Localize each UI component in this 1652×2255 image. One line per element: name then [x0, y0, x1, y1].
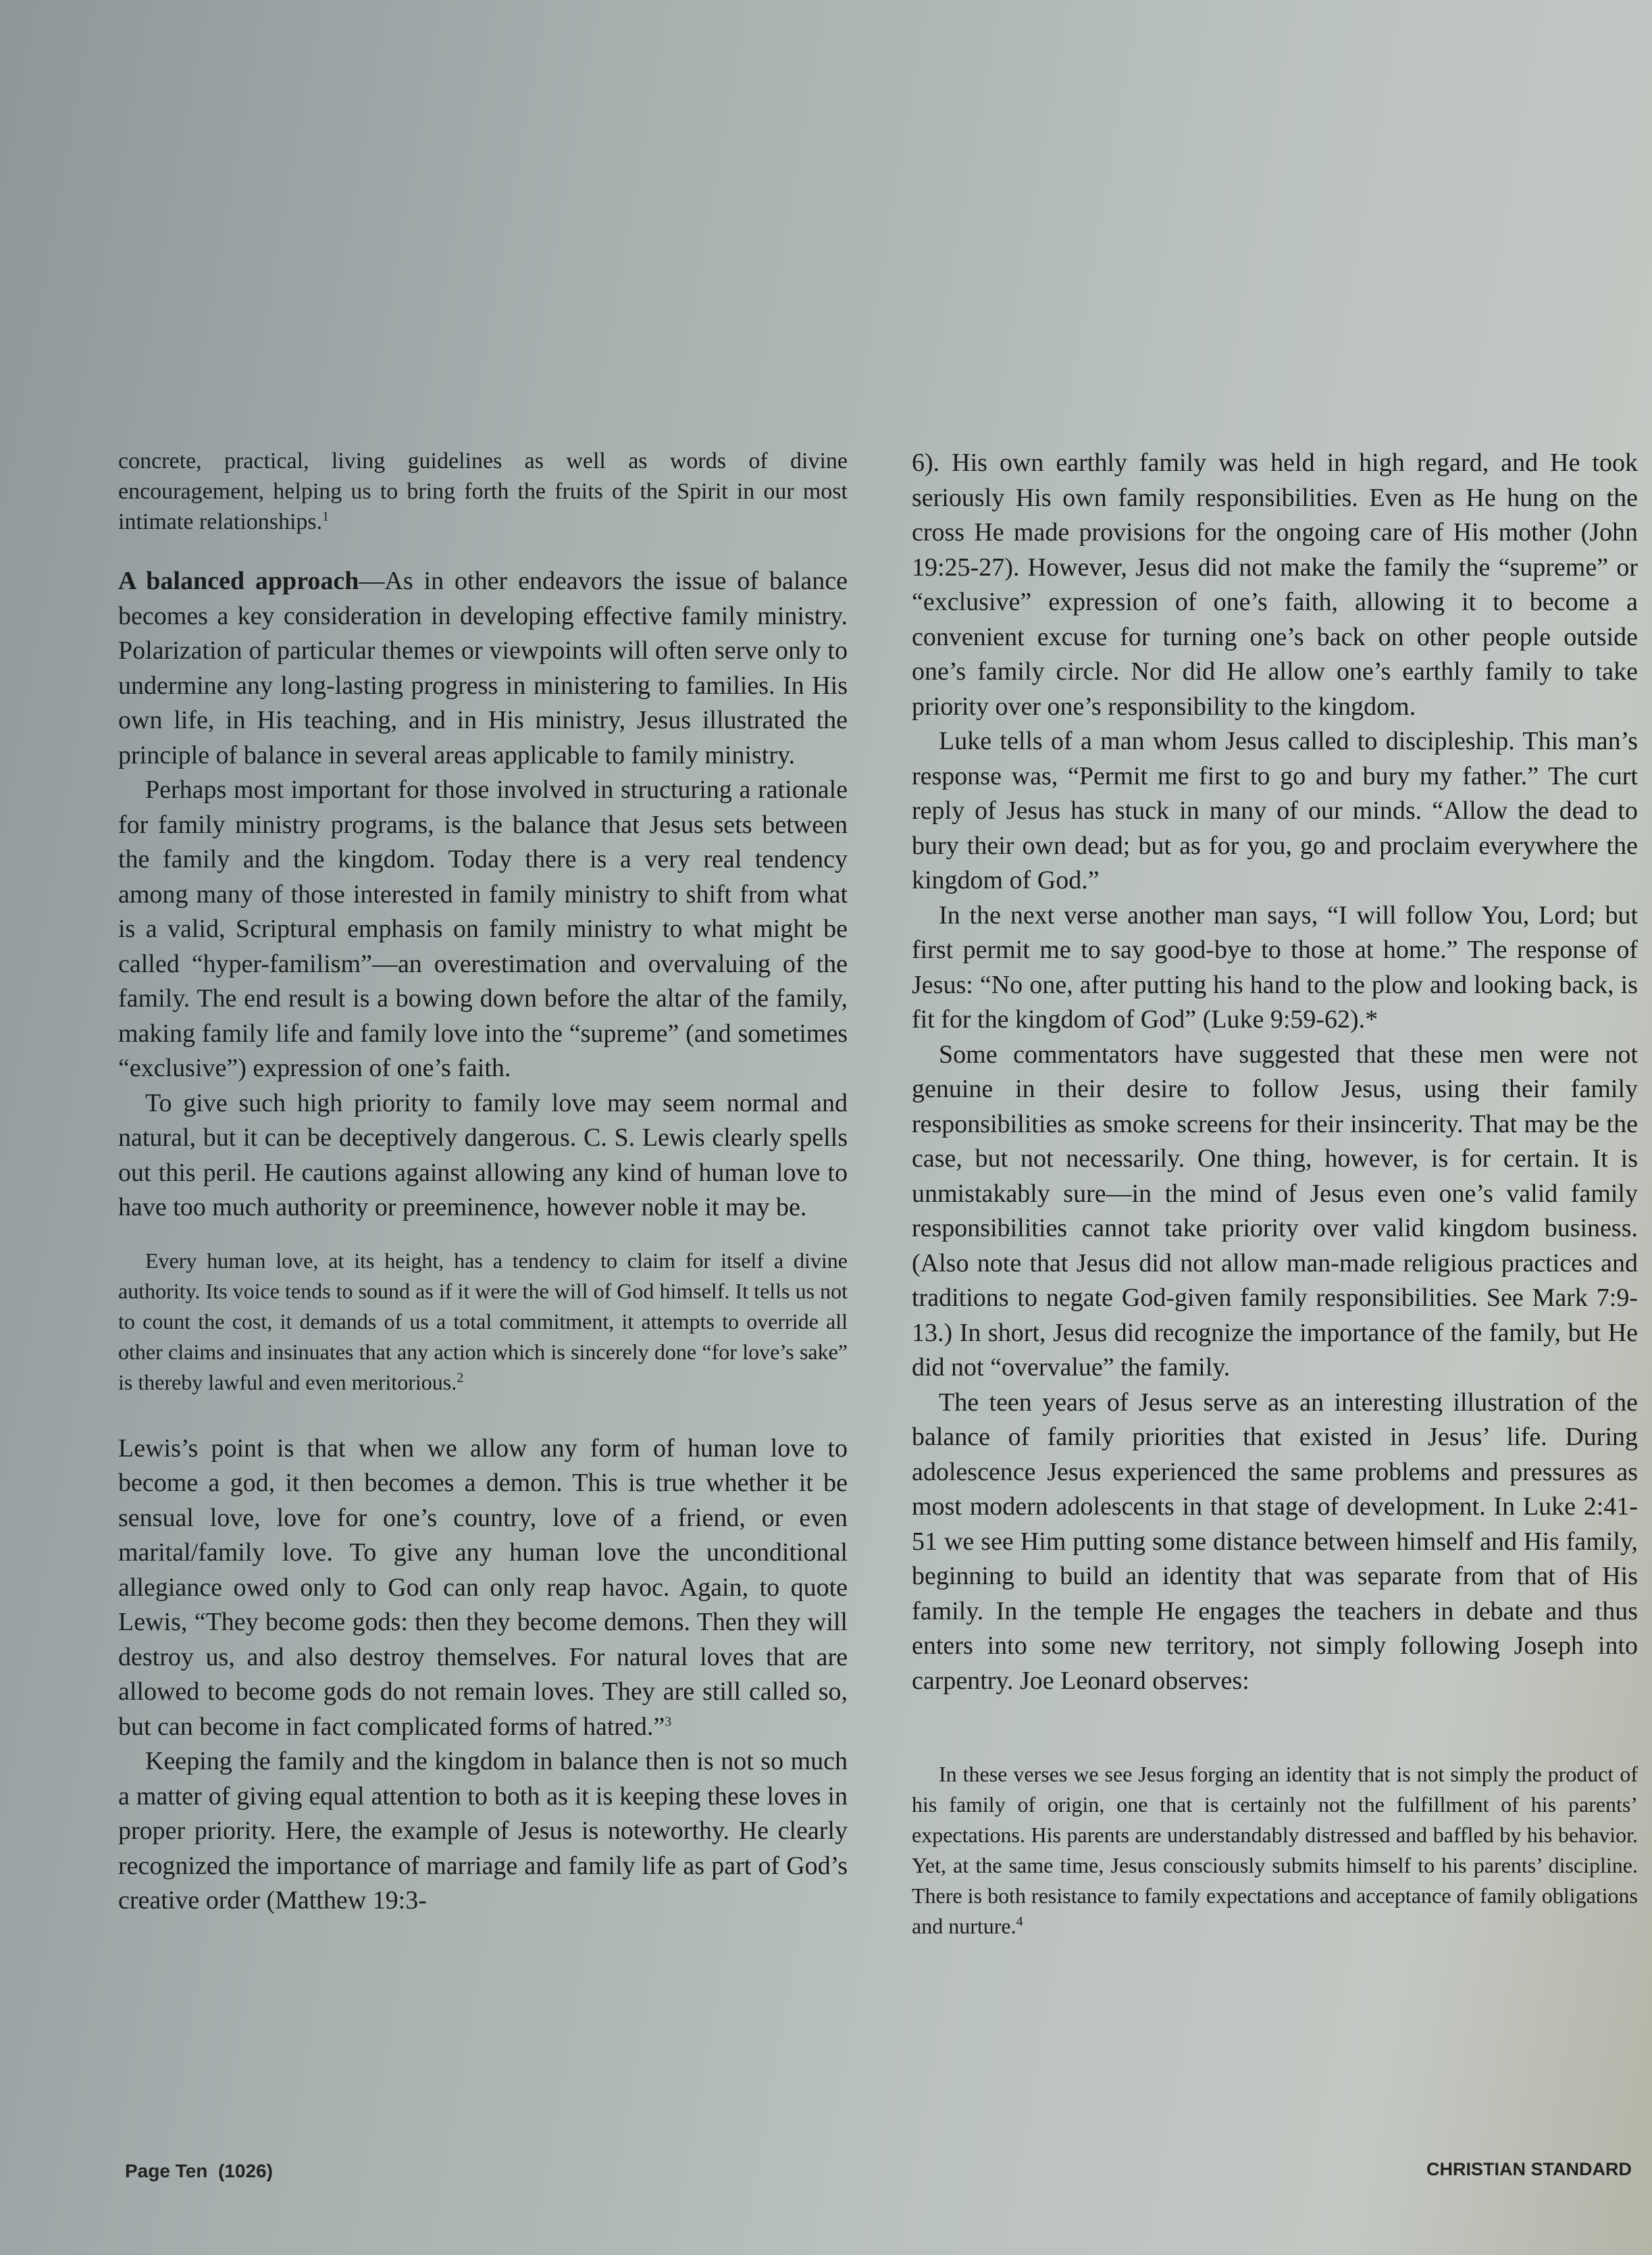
- intro-paragraph: concrete, practical, living guidelines as well as words of divine encouragement, helping us to bring forth the fruits of the Spirit in our most intimate relationships.$^1$: [118, 449, 848, 534]
- paragraph: Perhaps most important for those involved in structuring a rationale for family ministry programs, is the balance that Jesus sets between the family and the kingdom. Today there is a very real tendency among many of those interested in family ministry to shift from what is a valid, Scriptural emphasis on family ministry to what might be called “hyper-familism”—an overestimation and overvaluing of the family. The end result is a bowing down before the altar of the family, making family life and family love into the “supreme” (and sometimes “exclusive”) expression of one’s faith.: [118, 776, 848, 1082]
- paragraph: Some commentators have suggested that these men were not genuine in their desire to follow Jesus, using their family responsibilities as smoke screens for their insincerity. That may be the case, but not necessarily. One thing, however, is for certain. It is unmistakably sure—in the mind of Jesus even one’s valid family responsibilities cannot take priority over valid kingdom business. (Also note that Jesus did not allow man-made religious practices and traditions to negate God-given family responsibilities. See Mark 7:9-13.) In short, Jesus did recognize the importance of the family, but He did not “overvalue” the family.: [912, 1040, 1638, 1382]
- block-quote: In these verses we see Jesus forging an identity that is not simply the product of his family of origin, one that is certainly not the fulfillment of his parents’ expectations. His parents are understandably distressed and baffled by his behavior. Yet, at the same time, Jesus consciously submits himself to his parents’ discipline. There is both resistance to family expectations and acceptance of family obligations and nurture.$^4$: [912, 1762, 1638, 1938]
- right-column: [912, 446, 1638, 2135]
- paragraph: A balanced approach—As in other endeavors the issue of balance becomes a key consideration in developing effective family ministry. Polarization of particular themes or viewpoints will often serve only to undermine any long-lasting progress in ministering to families. In His own life, in His teaching, and in His ministry, Jesus illustrated the principle of balance in several areas applicable to family ministry.: [118, 567, 848, 769]
- paragraph: Lewis’s point is that when we allow any form of human love to become a god, it then becomes a demon. This is true whether it be sensual love, love for one’s country, love of a friend, or even marital/family love. To give any human love the unconditional allegiance owed only to God can only reap havoc. Again, to quote Lewis, “They become gods: then they become demons. Then they will destroy us, and also destroy themselves. For natural loves that are allowed to become gods do not remain loves. They are still called so, but can become in fact complicated forms of hatred.”$^3$: [118, 1434, 848, 1741]
- footnote-ref: 1: [322, 509, 330, 524]
- paragraph: Luke tells of a man whom Jesus called to discipleship. This man’s response was, “Permit me first to go and bury my father.” The curt reply of Jesus has stuck in many of our minds. “Allow the dead to bury their own dead; but as for you, go and proclaim everywhere the kingdom of God.”: [912, 727, 1638, 894]
- footnote-ref: 3: [665, 1713, 672, 1729]
- left-column: [118, 446, 848, 2135]
- page-number: Page Ten (1026): [125, 2160, 273, 2181]
- paragraph: In the next verse another man says, “I will follow You, Lord; but first permit me to say good-bye to those at home.” The response of Jesus: “No one, after putting his hand to the plow and looking back, is fit for the kingdom of God” (Luke 9:59-62).*: [912, 901, 1638, 1034]
- block-quote: Every human love, at its height, has a tendency to claim for itself a divine authority. Its voice tends to sound as if it were the will of God himself. It tells us not to count the cost, it demands of us a total commitment, it attempts to override all other claims and insinuates that any action which is sincerely done “for love’s sake” is thereby lawful and even meritorious.$^2$: [118, 1248, 848, 1394]
- paragraph: To give such high priority to family love may seem normal and natural, but it can be deceptively dangerous. C. S. Lewis clearly spells out this peril. He cautions against allowing any kind of human love to have too much authority or preeminence, however noble it may be.: [118, 1088, 848, 1221]
- section-heading: A balanced approach: [118, 567, 359, 595]
- paragraph: 6). His own earthly family was held in high regard, and He took seriously His own family responsibilities. Even as He hung on the cross He made provisions for the ongoing care of His mother (John 19:25-27). However, Jesus did not make the family the “supreme” or “exclusive” expression of one’s faith, allowing it to become a convenient excuse for turning one’s back on other people outside one’s family circle. Nor did He allow one’s earthly family to take priority over one’s responsibility to the kingdom.: [912, 449, 1638, 721]
- footnote-ref: 4: [1016, 1914, 1023, 1929]
- paragraph: Keeping the family and the kingdom in balance then is not so much a matter of giving equal attention to both as it is keeping these loves in proper priority. Here, the example of Jesus is noteworthy. He clearly recognized the importance of marriage and family life as part of God’s creative order (Matthew 19:3-: [118, 1747, 848, 1915]
- paragraph: The teen years of Jesus serve as an interesting illustration of the balance of family priorities that existed in Jesus’ life. During adolescence Jesus experienced the same problems and pressures as most modern adolescents in that stage of development. In Luke 2:41-51 we see Him putting some distance between himself and His family, beginning to build an identity that was separate from that of His family. In the temple He engages the teachers in debate and thus enters into some new territory, not simply following Joseph into carpentry. Joe Leonard observes:: [912, 1388, 1638, 1695]
- footnote-ref: 2: [457, 1369, 464, 1385]
- publication-name: CHRISTIAN STANDARD: [1426, 2159, 1632, 2179]
